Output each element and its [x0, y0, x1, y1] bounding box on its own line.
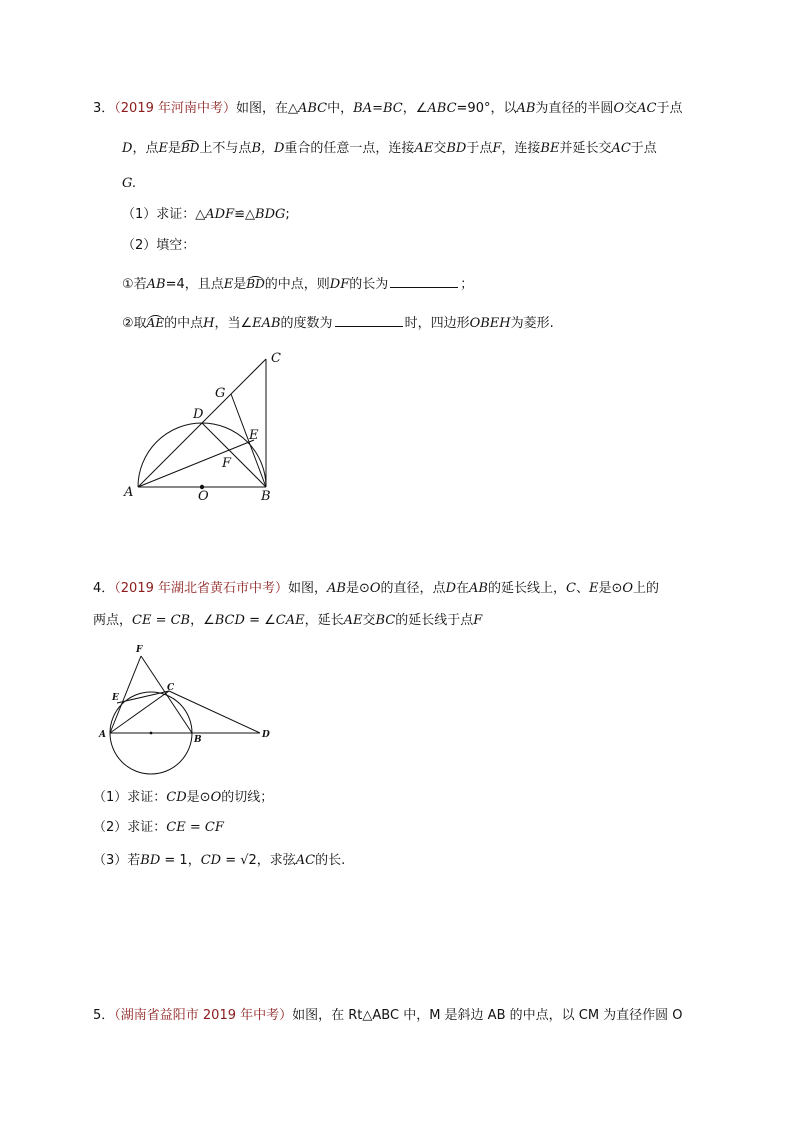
segment-bd	[202, 423, 266, 487]
q4-text: （1）求证：	[93, 790, 167, 805]
q3-text: ，∠	[402, 101, 428, 116]
q3-text: 于点	[656, 101, 683, 116]
q4-text: 的切线；	[221, 790, 274, 805]
q3-var: F	[492, 141, 502, 156]
q3-text: 交	[433, 141, 447, 156]
q4-text: 如图，	[288, 581, 328, 596]
q4-var: CD	[200, 853, 222, 868]
arc-bd-mark: BD	[180, 141, 200, 155]
label-f: F	[136, 645, 143, 655]
q3-part-2: （2）填空：	[122, 238, 196, 253]
q4-line-2	[93, 612, 482, 630]
q3-var: AB	[516, 101, 536, 116]
q3-var: BD	[446, 141, 467, 156]
q3-var: B，D	[251, 141, 285, 156]
q3-text: 为直径的半圆	[535, 101, 614, 116]
q3-text: 重合的任意一点，连接	[284, 141, 415, 156]
q3-var: BA=BC	[353, 101, 403, 116]
q3-text: 于点	[630, 141, 657, 156]
q3-var: DF	[329, 277, 350, 292]
label-c: C	[271, 351, 281, 366]
q3-text: 并延长交	[559, 141, 612, 156]
q4-number: 4．	[93, 581, 115, 596]
q4-var: O	[369, 581, 381, 596]
q3-text: ①若	[122, 277, 147, 292]
q4-var: BCD	[214, 613, 245, 628]
q4-text: 在	[456, 581, 470, 596]
segment-bg	[231, 394, 266, 487]
q4-text: 的长.	[315, 853, 346, 868]
q3-text: 如图，在△	[236, 101, 298, 116]
q3-text: 的长为	[349, 277, 389, 292]
q3-text: ②取	[122, 316, 147, 331]
q3-part-1	[122, 206, 290, 224]
q3-text: 中，	[327, 101, 354, 116]
q3-number: 3．	[93, 101, 115, 116]
q4-text: = 1，	[160, 853, 201, 868]
q3-var: BE	[540, 141, 560, 156]
q3-var: EAB	[252, 316, 281, 331]
q3-line-3: G.	[122, 176, 137, 191]
q5-text: 如图，在 Rt△ABC 中，M 是斜边 AB 的中点，以 CM 为直径作圆 O	[292, 1008, 683, 1023]
center-o-dot	[200, 485, 204, 489]
segment-ae	[138, 440, 254, 487]
segment-fa	[110, 656, 141, 733]
q3-var: ABC	[427, 101, 457, 116]
circle-o	[110, 692, 192, 774]
arc-ae-mark: AE	[146, 316, 165, 330]
q4-line-1	[93, 580, 659, 598]
center-o-dot	[150, 732, 153, 735]
q4-var: AB	[469, 581, 488, 596]
q4-var: C	[565, 581, 576, 596]
q3-var: AC	[611, 141, 631, 156]
q3-var: OBEH	[469, 316, 511, 331]
label-e: E	[112, 693, 119, 703]
semicircle-arc	[138, 423, 266, 487]
segment-cd	[169, 691, 260, 733]
q4-text: 的延长线上，	[487, 581, 566, 596]
label-b: B	[261, 489, 271, 504]
q4-var: O	[210, 790, 222, 805]
q3-text: =90°，以	[456, 101, 517, 116]
q3-text: 的中点，则	[264, 277, 330, 292]
label-b: B	[194, 735, 202, 745]
q4-var: AE	[343, 613, 363, 628]
q3-text: 于点	[466, 141, 493, 156]
q4-part-1	[93, 789, 273, 807]
q3-text: 交	[624, 101, 638, 116]
q5-number: 5．	[93, 1008, 115, 1023]
q4-part-3	[93, 852, 345, 870]
q4-text: = ∠	[244, 613, 276, 628]
q4-var: BC	[375, 613, 396, 628]
q3-text: （1）求证：△	[122, 207, 206, 222]
q3-var: H	[203, 316, 215, 331]
label-e: E	[249, 428, 259, 443]
q3-text: 的度数为	[280, 316, 333, 331]
q3-text: 为菱形.	[510, 316, 554, 331]
label-g: G	[215, 386, 226, 401]
q4-var: BD	[140, 853, 161, 868]
q3-text: ，连接	[501, 141, 541, 156]
q4-text: 的直径，点	[380, 581, 446, 596]
q4-var: O	[622, 581, 634, 596]
q4-var: AC	[295, 853, 316, 868]
q4-var: AB	[327, 581, 346, 596]
q3-var: E	[223, 277, 234, 292]
q3-text: 是	[167, 141, 181, 156]
q4-var: CD	[166, 790, 187, 805]
q3-line-1	[93, 100, 682, 118]
answer-blank-2[interactable]	[335, 314, 403, 327]
label-f: F	[222, 456, 232, 471]
q3-text: 是	[233, 277, 247, 292]
q3-text: =4，且点	[165, 277, 224, 292]
q3-text: 时，四边形	[404, 316, 470, 331]
q4-part-2	[93, 819, 224, 837]
q4-text: （3）若	[93, 853, 141, 868]
q3-var: AB	[146, 277, 166, 292]
q4-text: 上的	[633, 581, 660, 596]
q3-var: O	[613, 101, 625, 116]
q3-var: ABC	[298, 101, 328, 116]
q3-var: AE	[414, 141, 434, 156]
q4-var: E	[588, 581, 599, 596]
label-d: D	[193, 407, 204, 422]
q5-line-1	[93, 1007, 683, 1025]
label-o: O	[198, 489, 209, 504]
q4-text: = √2，求弦	[221, 853, 296, 868]
q3-source: （2019 年河南中考）	[114, 101, 236, 116]
segment-ac	[138, 359, 266, 487]
q3-text: 上不与点	[199, 141, 252, 156]
q4-var: CE = CF	[166, 820, 224, 835]
segment-fb	[141, 656, 192, 733]
q4-text: 交	[362, 613, 376, 628]
q4-text: 是⊙	[598, 581, 623, 596]
label-c: C	[167, 683, 175, 693]
q3-text: ≌△	[234, 207, 256, 222]
q3-text: ，当∠	[214, 316, 253, 331]
q3-var: BDG	[255, 207, 286, 222]
q3-var: E	[158, 141, 168, 156]
q5-source: （湖南省益阳市 2019 年中考）	[114, 1008, 293, 1023]
q3-text: 的中点	[164, 316, 204, 331]
segment-ac	[110, 691, 169, 733]
q3-text: ；	[460, 277, 474, 292]
segment-ce	[117, 691, 169, 703]
label-a: A	[99, 730, 106, 740]
q4-text: ，∠	[190, 613, 215, 628]
q4-text: （2）求证：	[93, 820, 167, 835]
q3-text: ，点	[132, 141, 159, 156]
q3-sub-1	[122, 275, 473, 294]
q4-source: （2019 年湖北省黄石市中考）	[114, 581, 288, 596]
q3-line-2	[122, 139, 657, 158]
q3-text: ;	[285, 207, 290, 222]
q4-text: 是⊙	[186, 790, 211, 805]
q4-text: ，延长	[304, 613, 344, 628]
q3-var: D	[122, 141, 133, 156]
q4-text: 两点，	[93, 613, 133, 628]
q4-text: 的延长线于点	[395, 613, 474, 628]
q3-sub-2	[122, 314, 554, 333]
q3-var: AC	[637, 101, 657, 116]
q4-text: 是⊙	[345, 581, 370, 596]
label-d: D	[262, 730, 270, 740]
q4-var: D	[445, 581, 456, 596]
q3-var: ADF	[205, 207, 235, 222]
q4-text: 、	[575, 581, 589, 596]
q4-var: CAE	[275, 613, 305, 628]
q4-var: F	[473, 613, 483, 628]
q4-var: CE = CB	[132, 613, 191, 628]
label-a: A	[124, 485, 134, 500]
answer-blank-1[interactable]	[390, 275, 458, 288]
arc-bd-mark: BD	[246, 277, 265, 291]
